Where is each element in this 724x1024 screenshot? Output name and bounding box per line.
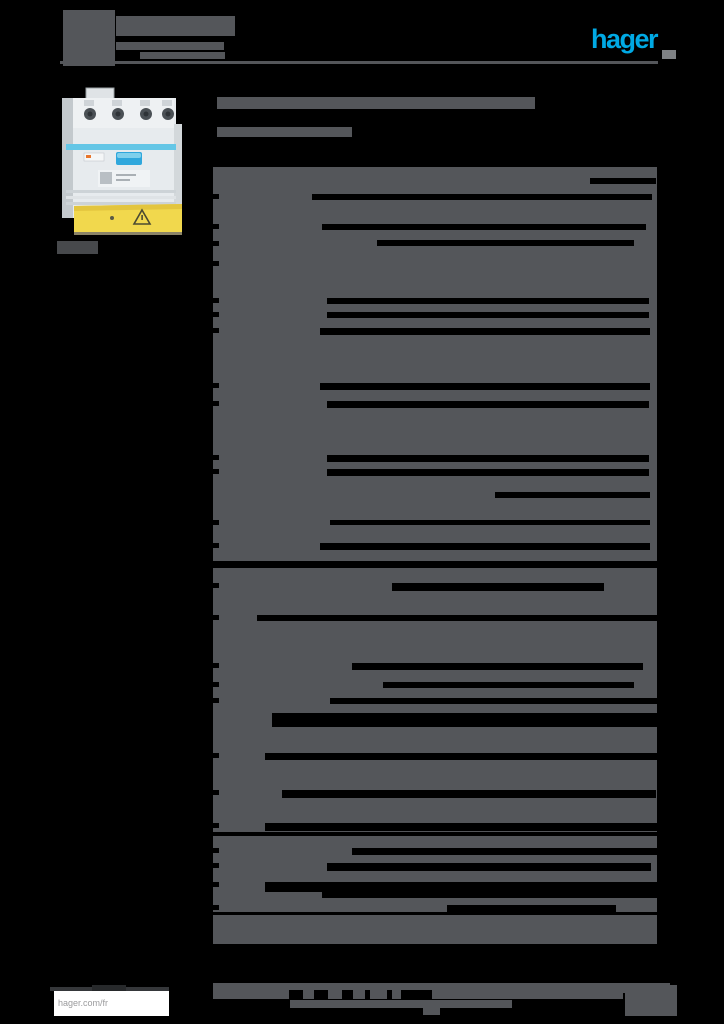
redacted-text-line	[327, 401, 649, 408]
row-tick	[213, 790, 219, 795]
redacted-text-line	[116, 42, 224, 50]
row-tick	[213, 698, 219, 703]
cyan-stripe	[66, 144, 176, 150]
row-tick	[213, 882, 219, 887]
details-panel	[213, 568, 657, 832]
row-tick	[213, 455, 219, 460]
redacted-text-line	[383, 682, 634, 688]
redacted-text-line	[330, 520, 650, 525]
redacted-text-line	[63, 10, 115, 66]
row-tick	[213, 663, 219, 668]
redacted-text-line	[140, 52, 225, 59]
row-tick	[213, 583, 219, 588]
row-tick	[213, 224, 219, 229]
row-tick	[213, 905, 219, 910]
header-title-redacted	[60, 10, 360, 68]
redacted-text-line	[272, 713, 657, 727]
row-tick	[213, 469, 219, 474]
redacted-text-line	[217, 97, 535, 109]
redacted-text-line	[217, 127, 352, 137]
redacted-text-line	[265, 882, 657, 892]
redacted-text-line	[447, 905, 616, 912]
row-tick	[213, 298, 219, 303]
row-tick	[213, 241, 219, 246]
redacted-text-line	[257, 615, 657, 621]
redacted-text-line	[320, 543, 650, 550]
product-photo-caption	[57, 241, 98, 254]
redacted-text-line	[320, 328, 650, 335]
redacted-text-line	[327, 863, 651, 871]
redacted-text-line	[290, 1000, 512, 1008]
row-tick	[213, 328, 219, 333]
redacted-text-line	[327, 298, 649, 304]
redacted-text-line	[116, 16, 235, 36]
note-panel	[213, 915, 657, 944]
page-title-redacted	[217, 97, 547, 141]
redacted-text-line	[590, 178, 656, 184]
redacted-text-line	[312, 194, 652, 200]
row-tick	[213, 543, 219, 548]
row-tick	[213, 520, 219, 525]
redacted-text-line	[265, 753, 657, 760]
row-tick	[213, 383, 219, 388]
logo-registered-mark	[662, 50, 676, 59]
redacted-text-line	[352, 848, 657, 855]
redacted-text-line	[327, 469, 649, 476]
footer-page-block	[625, 992, 677, 1016]
row-tick	[213, 194, 219, 199]
row-tick	[213, 753, 219, 758]
test-button	[100, 172, 112, 184]
redacted-text-line	[320, 383, 650, 390]
redacted-text-line	[423, 1008, 440, 1015]
spec-table-panel	[213, 167, 657, 561]
redacted-text-line	[322, 892, 657, 898]
row-tick	[213, 401, 219, 406]
row-tick	[213, 848, 219, 853]
redacted-text-line	[392, 583, 604, 591]
redacted-text-line	[352, 663, 643, 670]
row-tick	[213, 261, 219, 266]
product-photo	[56, 86, 190, 240]
row-tick	[213, 823, 219, 828]
row-tick	[213, 312, 219, 317]
redacted-text-line	[330, 698, 657, 704]
redacted-text-line	[327, 455, 649, 462]
redacted-text-line	[282, 790, 656, 798]
hager-logo: hager	[591, 24, 658, 54]
redacted-text-line	[377, 240, 634, 246]
row-tick	[213, 615, 219, 620]
row-tick	[213, 863, 219, 868]
redacted-text-line	[265, 823, 657, 831]
standards-panel	[213, 836, 657, 912]
header-divider	[60, 61, 658, 64]
row-tick	[213, 682, 219, 687]
redacted-text-line	[327, 312, 649, 318]
redacted-text-line	[495, 492, 650, 498]
footer-address-redacted	[213, 990, 670, 1018]
redacted-text-line	[322, 224, 646, 230]
footer-website-link[interactable]: hager.com/fr	[54, 991, 169, 1016]
